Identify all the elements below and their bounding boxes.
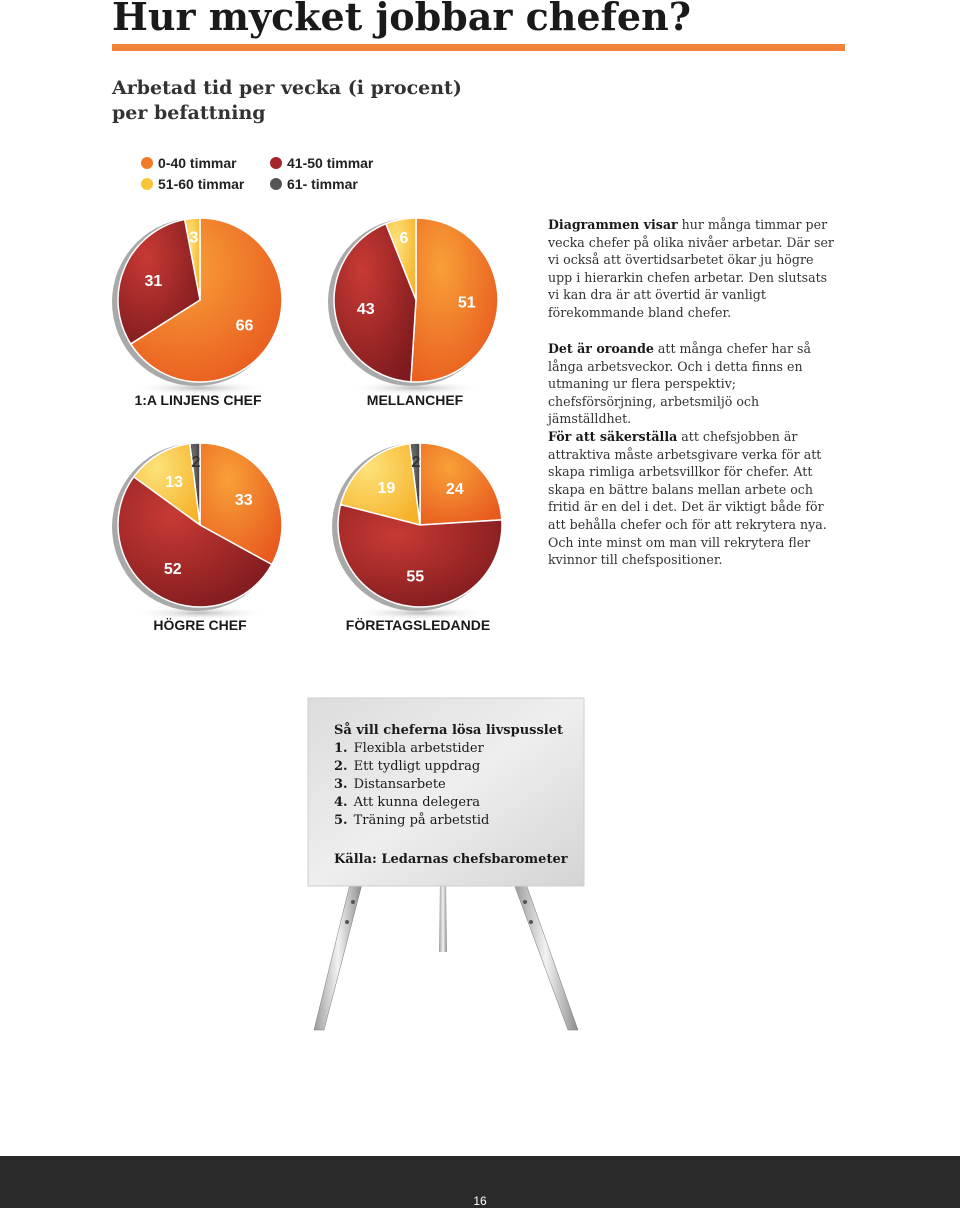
list-text: Att kunna delegera (353, 795, 481, 810)
list-text: Flexibla arbetstider (353, 741, 484, 756)
page-title: Hur mycket jobbar chefen? (112, 0, 691, 39)
paragraph-body: hur många timmar per vecka chefer på olika nivåer arbetar. Där ser vi också att övertidsarbetet ökar ju högre upp i hierarkin chefen arbetar. Den slutsats vi kan dra är att övertid är vanligt förekommande bland chefer. (548, 217, 834, 320)
list-number: 4. (334, 795, 348, 810)
easel-left-leg (314, 884, 362, 1030)
data-label: 66 (235, 317, 254, 335)
easel-peg (351, 900, 355, 904)
data-label: 3 (189, 229, 199, 247)
pie-chart (332, 443, 502, 620)
pies-layer (112, 218, 502, 620)
list-number: 1. (334, 741, 348, 756)
legend-label: 41-50 timmar (287, 154, 374, 171)
pie-slice (411, 218, 498, 382)
page-number: 16 (473, 1194, 487, 1208)
legend-item (270, 173, 373, 194)
easel-peg (529, 920, 533, 924)
pie-chart (112, 218, 282, 395)
data-label: 43 (356, 300, 375, 318)
legend-swatch-0 (141, 157, 153, 169)
list-item (334, 794, 574, 812)
legend-label: 51-60 timmar (158, 175, 245, 192)
paragraph-lead: Diagrammen visar (548, 217, 678, 232)
pie-charts (0, 200, 520, 620)
list-number: 5. (334, 813, 348, 828)
chart-caption: FÖRETAGSLEDANDE (345, 617, 491, 633)
board-title: Så vill cheferna lösa livspusslet (334, 723, 564, 738)
easel-peg (523, 900, 527, 904)
easel-peg (345, 920, 349, 924)
data-label: 6 (399, 230, 409, 248)
data-label: 51 (457, 294, 476, 312)
paragraph-body: att många chefer har så långa arbetsveckor. Och i detta finns en utmaning ur flera perspektiv; chefsförsörjning, arbetsmiljö och jämställdhet. (548, 341, 812, 427)
chart-heading (112, 76, 512, 126)
chart-heading-line1: Arbetad tid per vecka (i procent) (112, 77, 462, 99)
list-number: 2. (334, 759, 348, 774)
list-item (334, 758, 574, 776)
data-label: 52 (163, 560, 182, 578)
data-label: 31 (144, 272, 163, 290)
list-text: Ett tydligt uppdrag (353, 759, 481, 774)
pie-chart (112, 443, 282, 620)
easel-back-leg (439, 880, 447, 952)
chart-caption: HÖGRE CHEF (153, 617, 247, 633)
board-content (334, 722, 574, 867)
data-label: 19 (377, 479, 396, 497)
legend-column-right (270, 152, 373, 194)
easel-right-leg (514, 884, 578, 1030)
list-number: 3. (334, 777, 348, 792)
paragraph (548, 340, 838, 428)
chart-heading-line2: per befattning (112, 102, 266, 124)
data-label: 2 (411, 454, 421, 472)
list-item (334, 812, 574, 830)
list-item (334, 740, 574, 758)
paragraph (548, 216, 838, 322)
legend-column-left (141, 152, 244, 194)
data-label: 33 (234, 492, 253, 510)
legend-swatch-2 (141, 178, 153, 190)
data-label: 13 (165, 474, 184, 492)
board-source: Källa: Ledarnas chefsbarometer (334, 852, 568, 867)
legend-item (141, 173, 244, 194)
paragraph-lead: För att säkerställa (548, 429, 678, 444)
data-label: 24 (445, 480, 464, 498)
paragraph (548, 428, 838, 569)
data-label: 2 (191, 454, 201, 472)
pie-chart (328, 218, 498, 395)
legend-label: 0-40 timmar (158, 154, 237, 171)
list-text: Träning på arbetstid (353, 813, 490, 828)
paragraph-lead: Det är oroande (548, 341, 654, 356)
data-label: 55 (406, 568, 425, 586)
title-rule (112, 44, 845, 51)
chart-caption: MELLANCHEF (366, 392, 464, 408)
paragraph-body: att chefsjobben är attraktiva måste arbetsgivare verka för att skapa rimliga arbetsvillkor för chefer. Att skapa en bättre balans mellan arbete och fritid är en del i det. Det är viktigt både för att behålla chefer och för att rekrytera nya. Och inte minst om man vill rekrytera fler kvinnor till chefspositioner. (548, 429, 827, 568)
legend-swatch-1 (270, 157, 282, 169)
legend-label: 61- timmar (287, 175, 358, 192)
list-text: Distansarbete (353, 777, 446, 792)
legend-item (270, 152, 373, 173)
legend-item (141, 152, 244, 173)
list-item (334, 776, 574, 794)
chart-caption: 1:A LINJENS CHEF (134, 392, 262, 408)
legend-swatch-3 (270, 178, 282, 190)
